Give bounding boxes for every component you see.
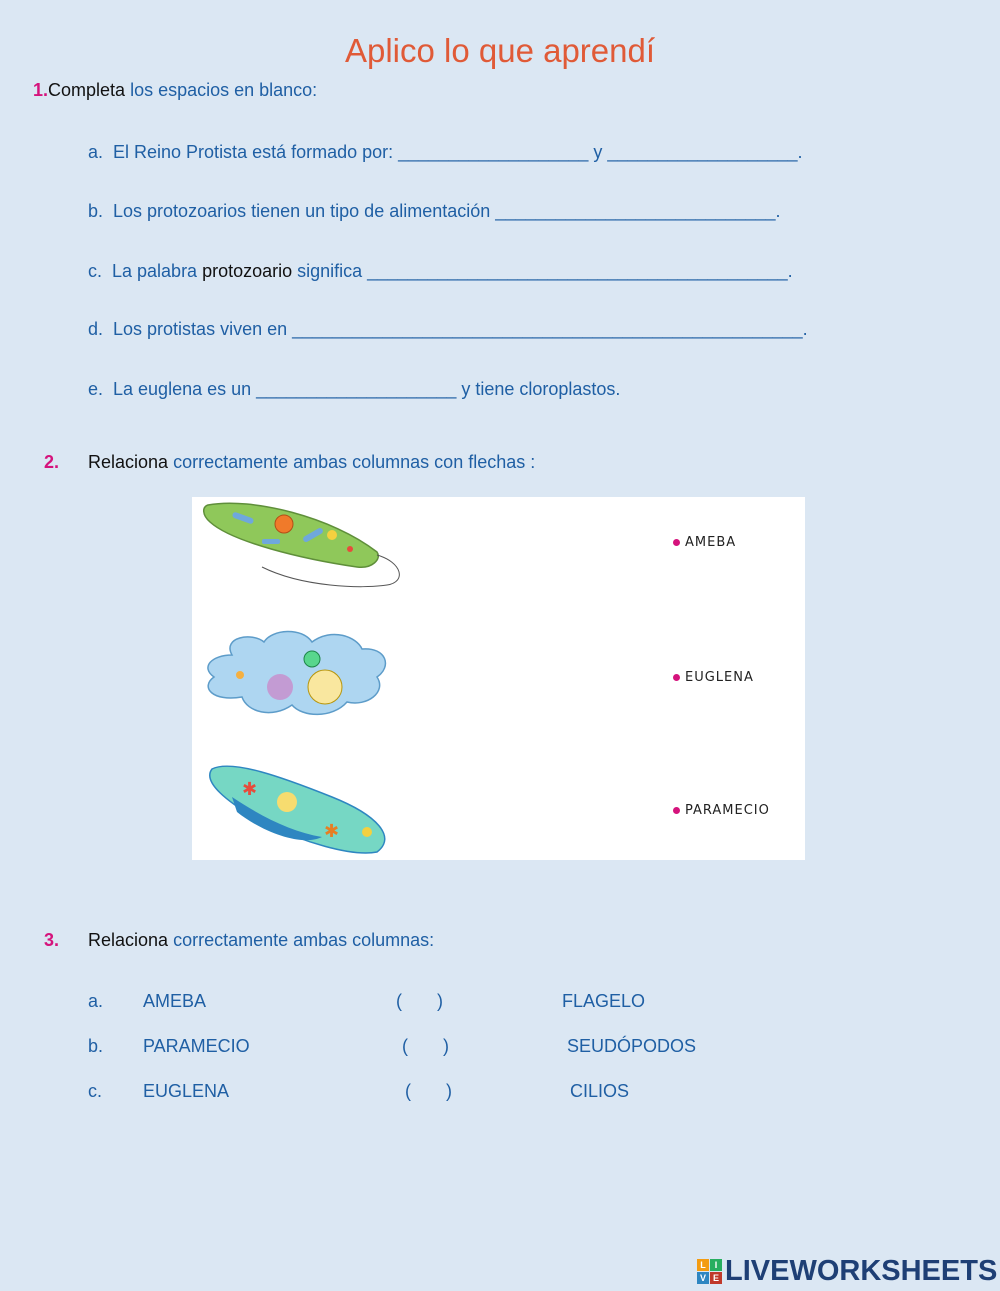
blank-item-a: a. El Reino Protista está formado por: ___________________ y ___________________. [88,142,803,162]
logo-text: LIVEWORKSHEETS [725,1254,998,1287]
liveworksheets-logo [697,1254,997,1288]
blank-item-c-word: protozoario [202,261,293,281]
svg-text:✱: ✱ [242,779,258,799]
blank-item-e: e. La euglena es un ____________________ y tiene cloroplastos. [88,379,621,399]
label-paramecio: PARAMECIO [673,803,770,818]
row-right-term: CILIOS [570,1081,630,1101]
page-title: Aplico lo que aprendí [344,32,656,69]
question-2-heading [44,452,536,473]
question-3-heading [44,930,435,951]
question-instruction: correctamente ambas columnas: [168,930,435,950]
bullet-dot [673,807,680,814]
answer-parenthesis[interactable]: ( ) [402,1036,449,1056]
amoeba-illustration [208,631,386,714]
question-instruction: los espacios en blanco: [125,80,318,100]
row-right-term: FLAGELO [562,991,646,1011]
paramecium-illustration [210,766,385,853]
label-ameba: AMEBA [673,535,736,550]
label-euglena: EUGLENA [673,670,754,685]
row-letter: c. [88,1081,103,1101]
blank-item-b: b. Los protozoarios tienen un tipo de alimentación ____________________________. [88,201,781,221]
question-number: 2. [44,452,60,472]
answer-parenthesis[interactable]: ( ) [396,991,443,1011]
protist-matching-image [192,497,805,860]
blank-item-c [88,261,793,282]
row-letter: b. [88,1036,104,1056]
question-lead: Completa [48,80,126,100]
bullet-dot [673,674,680,681]
question-lead: Relaciona [88,930,169,950]
question-1-heading [33,80,317,101]
answer-parenthesis[interactable]: ( ) [405,1081,452,1101]
bullet-dot [673,539,680,546]
logo-grid-icon: L I V E [697,1259,722,1284]
blank-item-d: d. Los protistas viven en ___________________________________________________. [88,319,808,339]
row-letter: a. [88,991,104,1011]
svg-text:✱: ✱ [324,821,340,841]
euglena-illustration [204,503,400,586]
question-number: 1. [33,80,49,100]
blank-item-c-lead: c. La palabra [88,261,203,281]
row-left-term: AMEBA [143,991,207,1011]
row-left-term: PARAMECIO [143,1036,250,1056]
row-right-term: SEUDÓPODOS [567,1036,697,1056]
row-left-term: EUGLENA [143,1081,230,1101]
question-lead: Relaciona [88,452,169,472]
question-number: 3. [44,930,60,950]
question-instruction: correctamente ambas columnas con flechas : [168,452,536,472]
blank-item-c-rest: significa __________________________________________. [292,261,793,281]
